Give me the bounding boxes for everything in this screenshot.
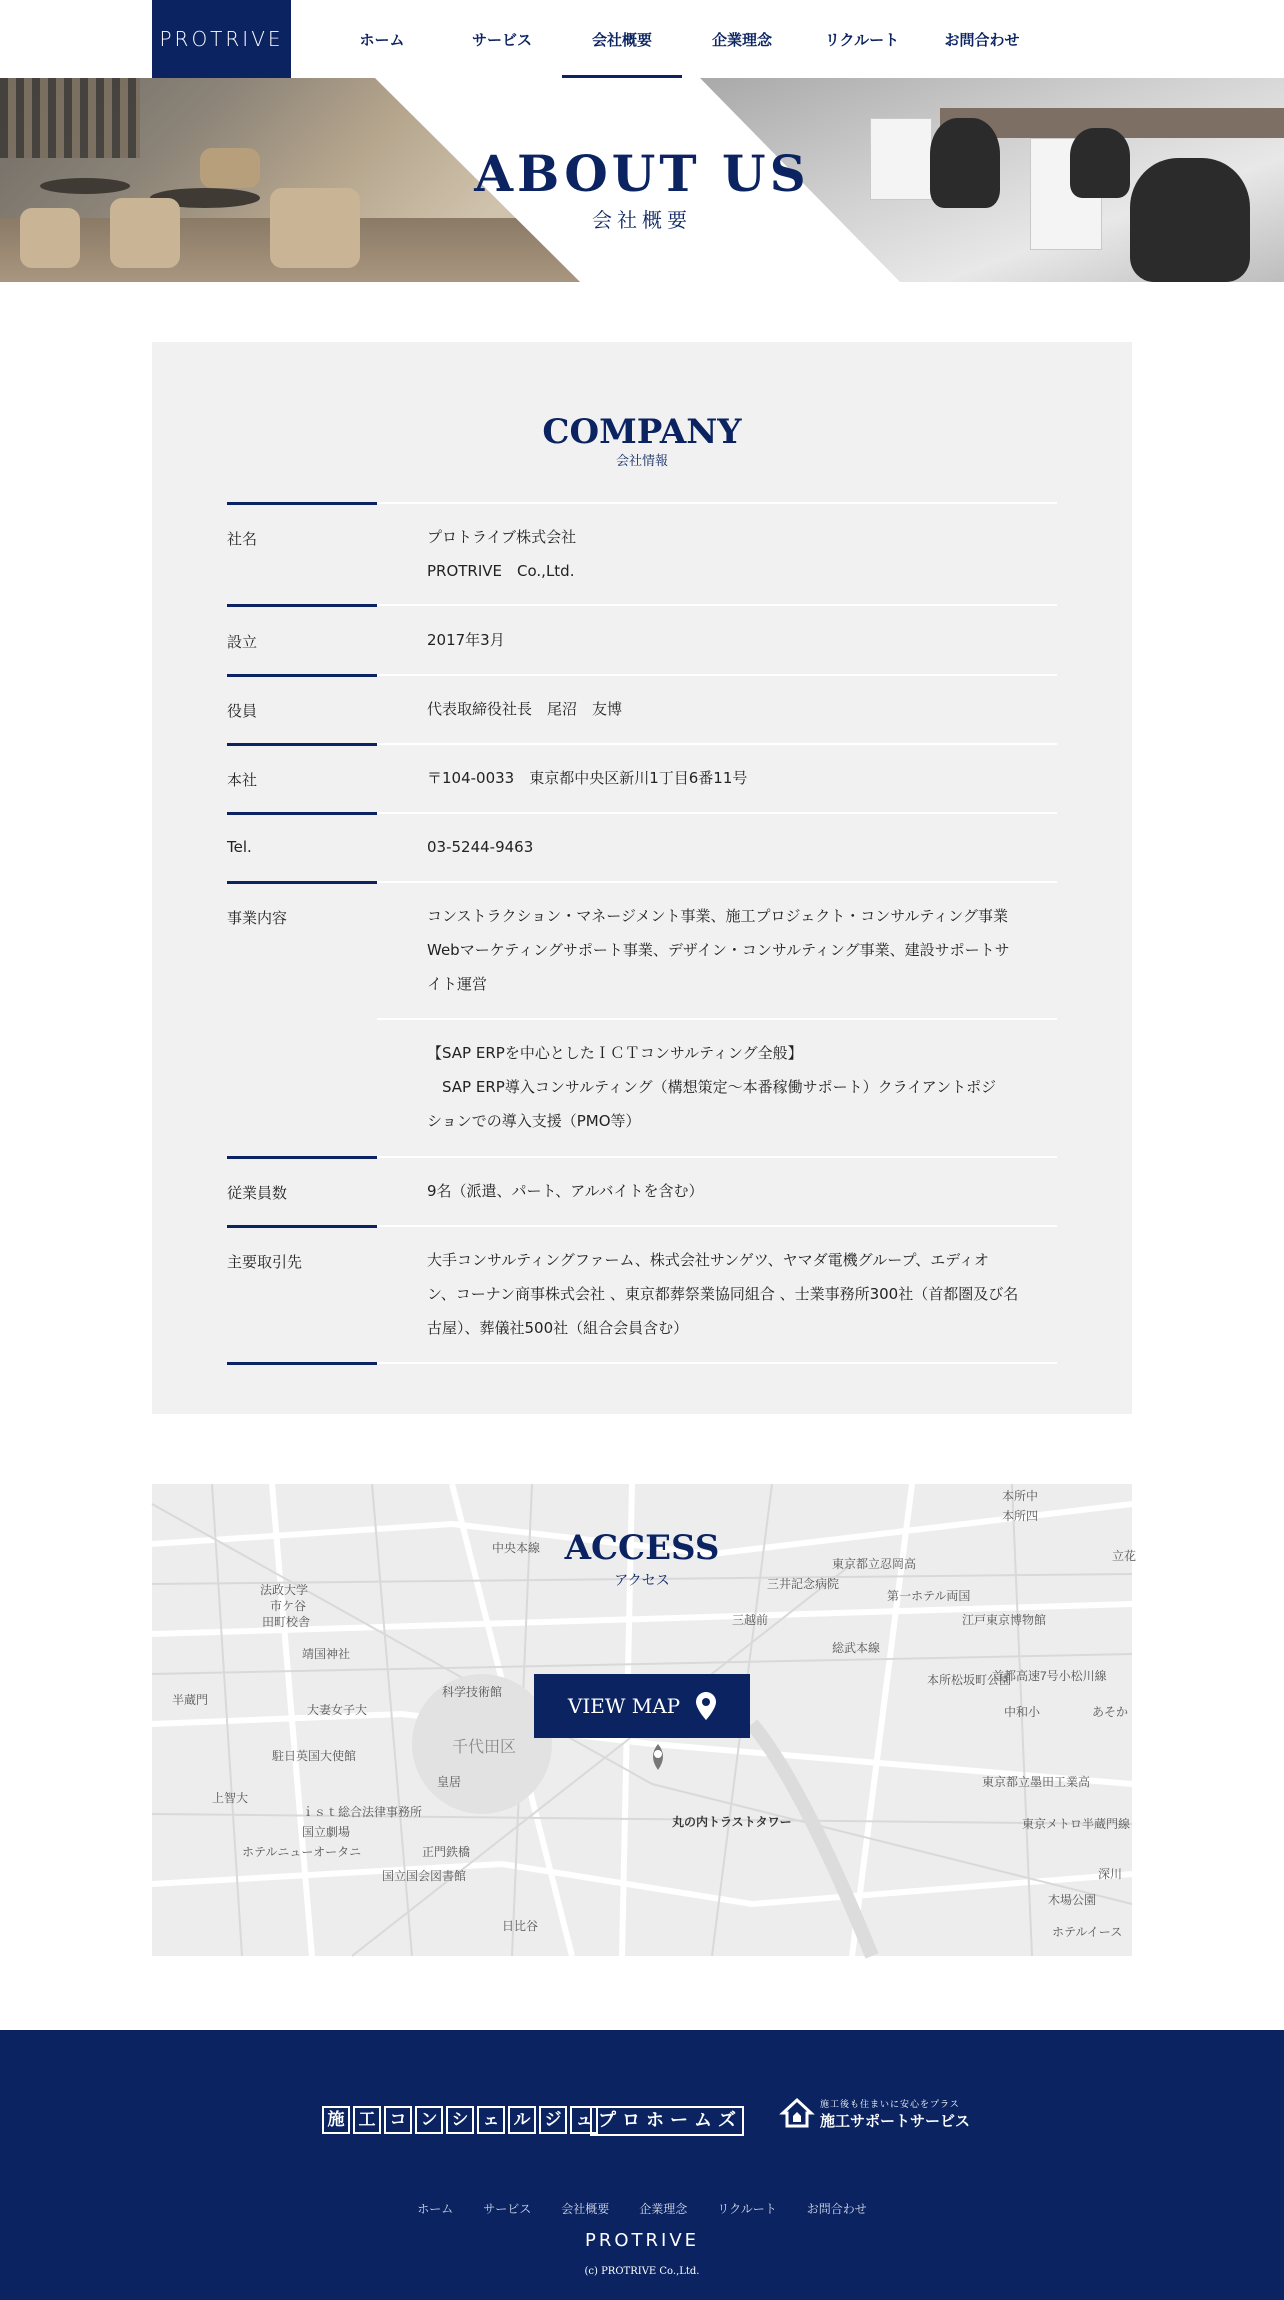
- map-label: 三越前: [732, 1613, 769, 1627]
- footer-nav-recruit[interactable]: リクルート: [717, 2202, 777, 2216]
- page-title: ABOUT US: [474, 144, 810, 203]
- row-divider: [227, 881, 1057, 883]
- map-label: 本所松坂町公園: [927, 1673, 1012, 1687]
- logo-text: PROTRIVE: [159, 27, 284, 51]
- map-label: 東京都立墨田工業高: [982, 1775, 1091, 1789]
- map-label: 日比谷: [502, 1919, 539, 1933]
- nav-company[interactable]: 会社概要: [562, 0, 682, 78]
- company-title: COMPANY: [542, 412, 742, 452]
- map-label: 三井記念病院: [767, 1577, 840, 1591]
- row-value-name: プロトライブ株式会社 PROTRIVE Co.,Ltd.: [427, 528, 577, 580]
- main-nav: [322, 0, 1042, 78]
- row-divider: [227, 1156, 1057, 1158]
- row-value-hq: 〒104-0033 東京都中央区新川1丁目6番11号: [427, 769, 748, 787]
- row-value-tel: 03-5244-9463: [427, 838, 534, 856]
- map-label: ｉｓｔ総合法律事務所: [302, 1805, 423, 1819]
- access-subtitle: アクセス: [614, 1573, 670, 1589]
- hero-banner: [0, 78, 1284, 282]
- footer-nav-philosophy[interactable]: 企業理念: [639, 2202, 688, 2216]
- nav-service[interactable]: サービス: [471, 30, 532, 49]
- access-title: ACCESS: [564, 1528, 720, 1568]
- nav-home[interactable]: ホーム: [359, 30, 405, 49]
- row-divider: [227, 1225, 1057, 1227]
- brand-sekou-concierge-logo[interactable]: 施 工 コ ン シ ェ ル ジ ュ: [322, 2106, 601, 2134]
- map-label: 本所中: [1002, 1489, 1039, 1503]
- site-header: [0, 0, 1284, 78]
- copyright: (c) PROTRIVE Co.,Ltd.: [584, 2266, 700, 2277]
- map-pin-icon: [696, 1692, 716, 1720]
- brand-prohomes-logo[interactable]: プ ロ ホ ー ム ズ: [590, 2106, 744, 2136]
- row-value-officers: 代表取締役社長 尾沼 友博: [427, 700, 623, 718]
- site-logo[interactable]: [152, 0, 291, 78]
- site-footer: [0, 2030, 1284, 2300]
- footer-logo[interactable]: PROTRIVE: [584, 2230, 700, 2251]
- map-label: 首都高速7号小松川線: [992, 1669, 1107, 1683]
- map-label: 半蔵門: [172, 1693, 209, 1707]
- row-key-business: 事業内容: [227, 909, 288, 927]
- row-key-clients: 主要取引先: [227, 1253, 303, 1271]
- map-label: 科学技術館: [442, 1685, 503, 1699]
- row-key-officers: 役員: [227, 702, 258, 720]
- row-key-employees: 従業員数: [227, 1184, 288, 1202]
- map-label: 深川: [1098, 1867, 1123, 1881]
- row-divider: [227, 743, 1057, 745]
- map-label: 江戸東京博物館: [962, 1613, 1047, 1627]
- map-label: 法政大学: [260, 1583, 309, 1597]
- map-label: 東京メトロ半蔵門線: [1022, 1817, 1131, 1831]
- map-label: 国立劇場: [302, 1825, 351, 1839]
- map-label: 中和小: [1004, 1705, 1041, 1719]
- footer-nav-service[interactable]: サービス: [483, 2202, 532, 2216]
- map-label: 市ケ谷: [270, 1599, 307, 1613]
- company-info-panel: [152, 342, 1132, 1414]
- map-label: 丸の内トラストタワー: [672, 1815, 792, 1829]
- row-divider: [227, 604, 1057, 606]
- row-value-founded: 2017年3月: [427, 631, 505, 649]
- map-label: 中央本線: [492, 1541, 541, 1555]
- view-map-label: VIEW MAP: [567, 1694, 681, 1718]
- company-subtitle: 会社情報: [615, 454, 668, 469]
- row-key-name: 社名: [227, 530, 258, 548]
- map-label: 第一ホテル両国: [887, 1589, 971, 1603]
- access-section: [152, 1484, 1137, 1956]
- map-label: 上智大: [212, 1791, 249, 1805]
- map-label: ホテルイース: [1052, 1925, 1123, 1939]
- row-key-founded: 設立: [227, 633, 258, 651]
- footer-nav: [0, 2200, 1284, 2217]
- row-value-business: コンストラクション・マネージメント事業、施工プロジェクト・コンサルティング事業 Webマーケティングサポート事業、デザイン・コンサルティング事業、建設サポートサ イト運営: [427, 907, 1010, 993]
- brand-support-service-logo[interactable]: 施工後も住まいに安心をプラス 施工サポートサービス: [780, 2096, 970, 2130]
- footer-nav-home[interactable]: ホーム: [417, 2202, 454, 2216]
- row-key-hq: 本社: [227, 771, 258, 789]
- map-label: 靖国神社: [302, 1647, 351, 1661]
- nav-recruit[interactable]: リクルート: [824, 30, 900, 49]
- row-divider: [227, 1362, 1057, 1364]
- map-label: 立花: [1112, 1549, 1137, 1563]
- map-label: 千代田区: [452, 1739, 517, 1756]
- map-label: 東京都立忍岡高: [832, 1557, 917, 1571]
- footer-nav-contact[interactable]: お問合わせ: [806, 2202, 867, 2216]
- map-label: 総武本線: [832, 1641, 881, 1655]
- map-label: あそか: [1092, 1705, 1129, 1719]
- map-label: ホテルニューオータニ: [242, 1845, 362, 1859]
- page-subtitle: 会社概要: [592, 208, 692, 232]
- map-label: 皇居: [437, 1775, 462, 1789]
- house-icon: [780, 2096, 814, 2130]
- row-value-clients: 大手コンサルティングファーム、株式会社サンゲツ、ヤマダ電機グループ、エディオ ン、コーナン商事株式会社 、東京都葬祭業協同組合 、士業事務所300社（首都圏及び名 古屋）、葬儀社500社（組合会員含む）: [427, 1251, 1019, 1337]
- row-divider: [227, 674, 1057, 676]
- row-value-ict: 【SAP ERPを中心としたＩＣＴコンサルティング全般】 SAP ERP導入コンサルティング（構想策定～本番稼働サポート）クライアントポジ ションでの導入支援（PMO等）: [427, 1044, 997, 1130]
- map-label: 木場公園: [1048, 1893, 1097, 1907]
- map-label: 田町校舎: [262, 1615, 311, 1629]
- view-map-button[interactable]: [534, 1674, 750, 1738]
- row-divider: [227, 502, 1057, 504]
- map-label: 駐日英国大使館: [272, 1749, 357, 1763]
- row-value-employees: 9名（派遣、パート、アルバイトを含む）: [427, 1182, 704, 1200]
- map-label: 大妻女子大: [307, 1703, 368, 1717]
- map-label: 正門鉄橋: [422, 1845, 471, 1859]
- map-label: 国立国会図書館: [382, 1869, 467, 1883]
- nav-philosophy[interactable]: 企業理念: [711, 30, 772, 49]
- footer-nav-company[interactable]: 会社概要: [561, 2202, 610, 2216]
- map-label: 本所四: [1002, 1509, 1039, 1523]
- row-divider: [227, 1018, 1057, 1020]
- row-divider: [227, 812, 1057, 814]
- row-key-tel: Tel.: [227, 838, 252, 856]
- nav-contact[interactable]: お問合わせ: [944, 30, 1020, 49]
